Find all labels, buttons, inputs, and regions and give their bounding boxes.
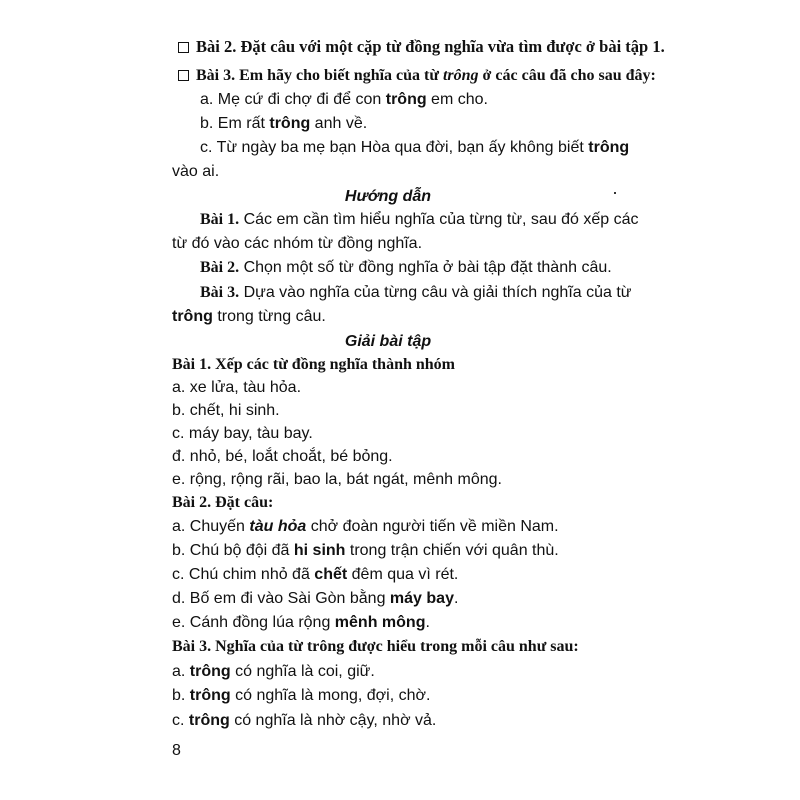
exercise-3-sentence-a: a. Mẹ cứ đi chợ đi để con trông em cho.: [200, 91, 488, 108]
solution-group-d: đ. nhỏ, bé, loắt choắt, bé bỏng.: [172, 448, 393, 465]
checkbox-icon: [178, 42, 189, 53]
solution-bai-2-title: Bài 2. Đặt câu:: [172, 494, 274, 511]
solution-sentence-b: b. Chú bộ đội đã hi sinh trong trận chiến với quân thù.: [172, 542, 559, 559]
solution-meaning-c: c. trông có nghĩa là nhờ cậy, nhờ vả.: [172, 712, 437, 729]
page-number: 8: [172, 742, 181, 759]
solution-group-c: c. máy bay, tàu bay.: [172, 425, 313, 442]
exercise-3-title: Bài 3. Em hãy cho biết nghĩa của từ trông ở các câu đã cho sau đây:: [178, 66, 656, 86]
checkbox-icon: [178, 70, 189, 81]
guide-heading: Hướng dẫn: [344, 188, 432, 205]
guide-bai-2: Bài 2. Chọn một số từ đồng nghĩa ở bài tập đặt thành câu.: [200, 259, 612, 276]
solution-sentence-c: c. Chú chim nhỏ đã chết đêm qua vì rét.: [172, 566, 459, 583]
print-speck: [614, 192, 616, 194]
exercise-3-sentence-c: c. Từ ngày ba mẹ bạn Hòa qua đời, bạn ấy không biết trông: [200, 139, 630, 156]
solution-sentence-d: d. Bố em đi vào Sài Gòn bằng máy bay.: [172, 590, 459, 607]
solution-bai-3-title: Bài 3. Nghĩa của từ trông được hiểu trong mỗi câu như sau:: [172, 638, 579, 655]
solution-group-a: a. xe lửa, tàu hỏa.: [172, 379, 302, 396]
solution-meaning-b: b. trông có nghĩa là mong, đợi, chờ.: [172, 687, 431, 704]
solution-sentence-a: a. Chuyến tàu hỏa chở đoàn người tiến về miền Nam.: [172, 518, 559, 535]
guide-bai-3: Bài 3. Dựa vào nghĩa của từng câu và giải thích nghĩa của từ: [200, 284, 632, 301]
solution-meaning-a: a. trông có nghĩa là coi, giữ.: [172, 663, 375, 680]
exercise-3-sentence-c-cont: vào ai.: [172, 163, 220, 180]
solution-group-b: b. chết, hi sinh.: [172, 402, 280, 419]
exercise-2-title: Bài 2. Đặt câu với một cặp từ đồng nghĩa vừa tìm được ở bài tập 1.: [178, 37, 665, 57]
guide-bai-1-cont: từ đó vào các nhóm từ đồng nghĩa.: [172, 235, 423, 252]
guide-bai-1: Bài 1. Các em cần tìm hiểu nghĩa của từng từ, sau đó xếp các: [200, 211, 639, 228]
exercise-3-sentence-b: b. Em rất trông anh về.: [200, 115, 368, 132]
solution-heading: Giải bài tập: [344, 333, 432, 350]
solution-sentence-e: e. Cánh đồng lúa rộng mênh mông.: [172, 614, 430, 631]
solution-bai-1-title: Bài 1. Xếp các từ đồng nghĩa thành nhóm: [172, 356, 455, 373]
solution-group-e: e. rộng, rộng rãi, bao la, bát ngát, mênh mông.: [172, 471, 502, 488]
guide-bai-3-cont: trông trong từng câu.: [172, 308, 326, 325]
